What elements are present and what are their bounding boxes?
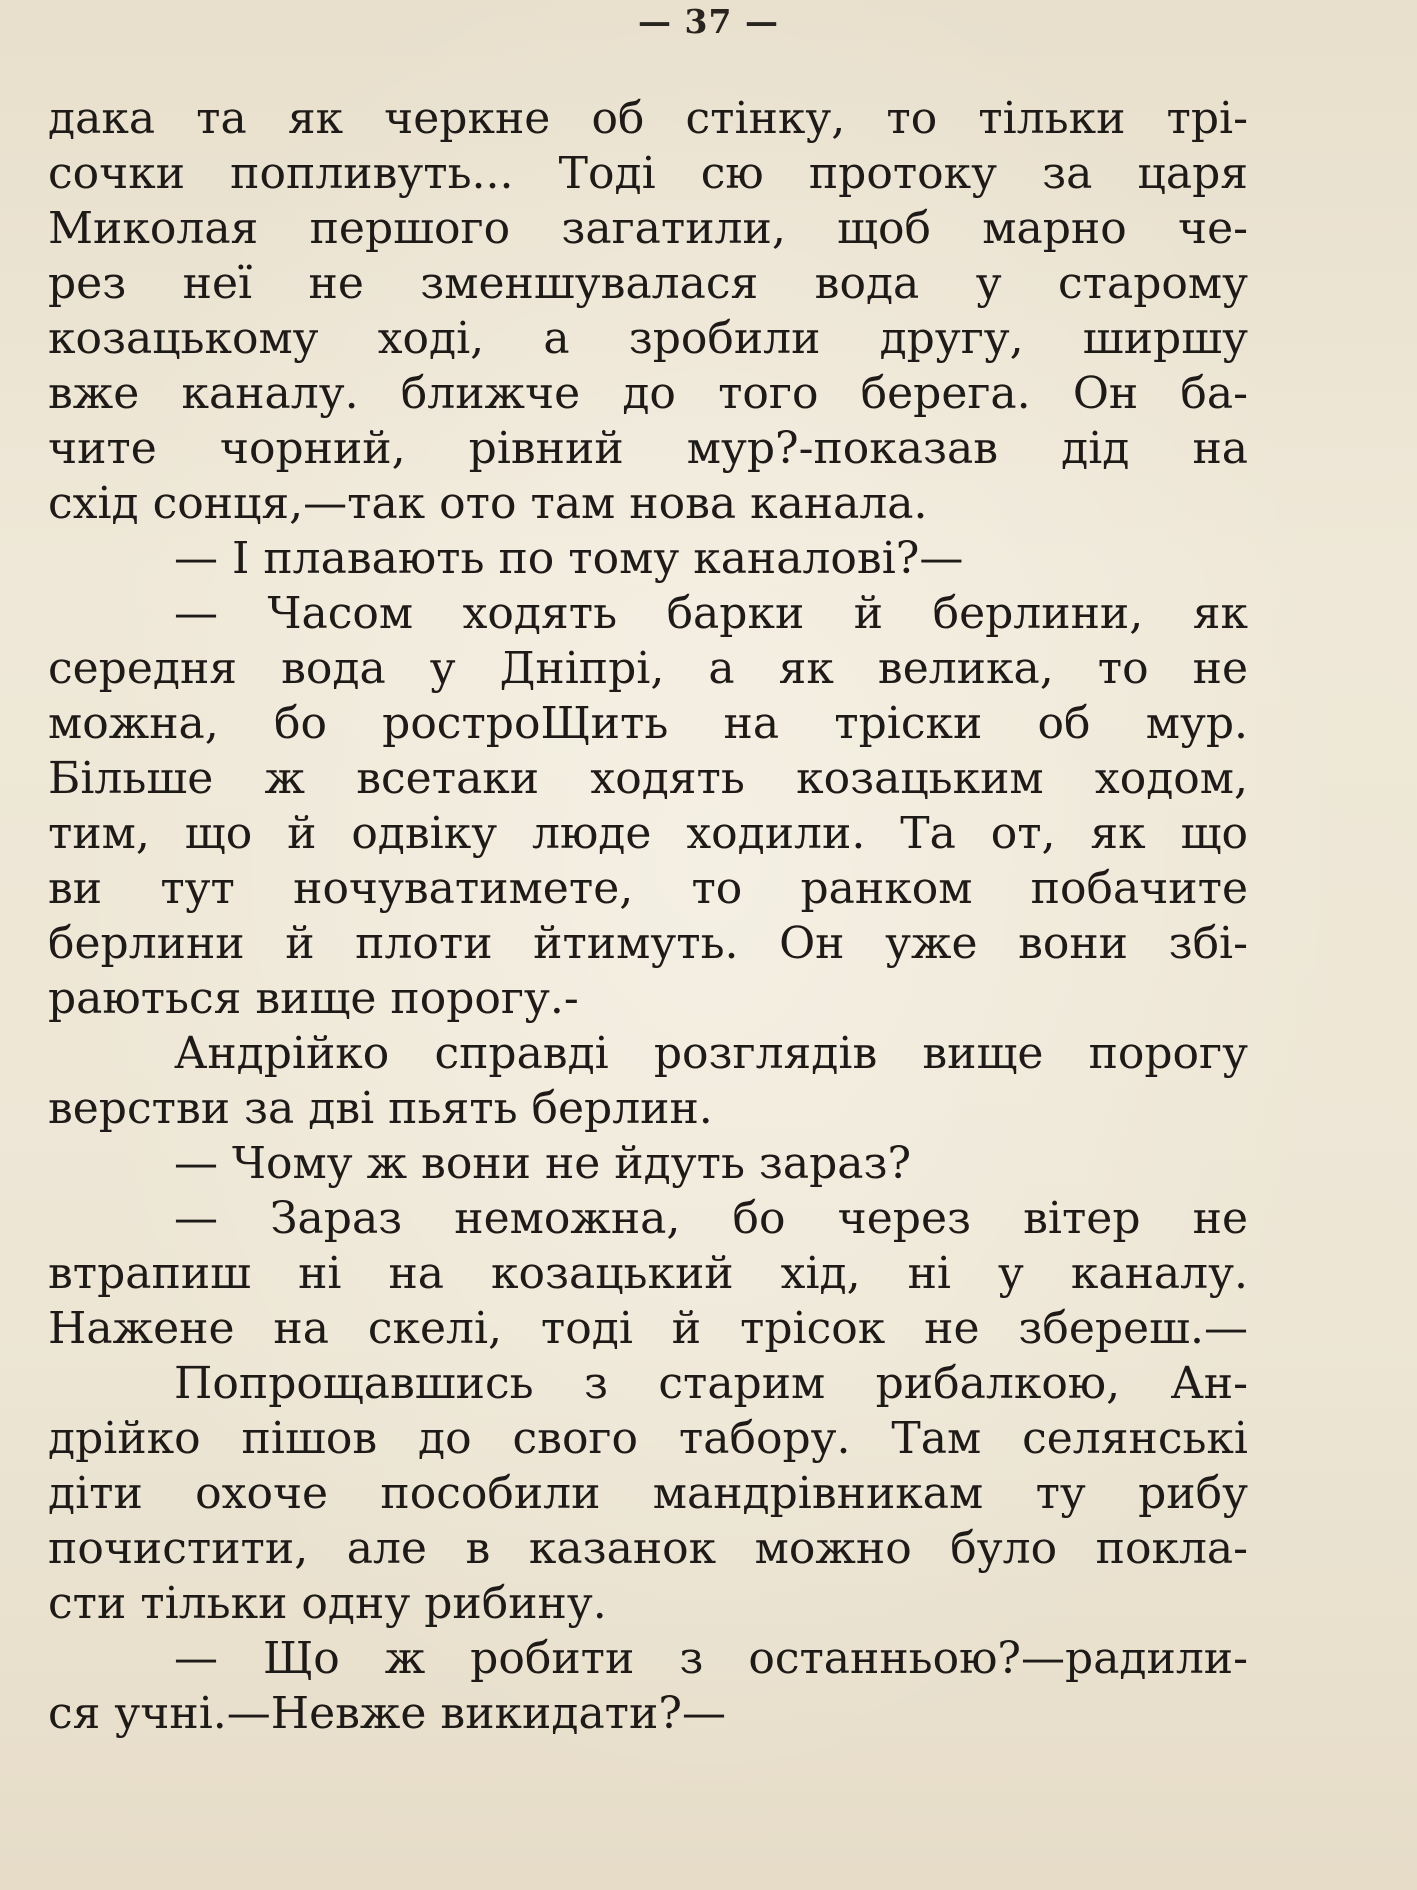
text-line: — Зараз неможна, бо через вітер не: [174, 1193, 1248, 1244]
text-line: Попрощавшись з старим рибалкою, Ан-: [174, 1358, 1248, 1409]
text-line: схід сонця,—так ото там нова канала.: [48, 478, 928, 529]
text-line: Більше ж всетаки ходять козацьким ходом,: [48, 753, 1248, 804]
text-line: Андрійко справді розглядів вище порогу: [174, 1028, 1248, 1079]
text-line: Нажене на скелі, тоді й трісок не збереш.—: [48, 1303, 1248, 1354]
page-number: — 37 —: [638, 2, 779, 41]
text-line: ви тут ночуватимете, то ранком побачите: [48, 863, 1248, 914]
text-line: — І плавають по тому каналові?—: [174, 533, 964, 584]
body-text: [48, 91, 1248, 1741]
text-line: діти охоче пособили мандрівникам ту рибу: [48, 1468, 1248, 1519]
text-line: Миколая першого загатили, щоб марно че-: [48, 203, 1248, 254]
text-line: можна, бо ростроЩить на тріски об мур.: [48, 698, 1248, 749]
text-line: сти тільки одну рибину.: [48, 1578, 607, 1629]
text-line: чите чорний, рівний мур?-показав дід на: [48, 423, 1248, 474]
text-line: почистити, але в казанок можно було покла-: [48, 1523, 1248, 1574]
text-line: — Що ж робити з останньою?—радили-: [174, 1633, 1248, 1684]
text-line: вже каналу. ближче до того берега. Он ба-: [48, 368, 1248, 419]
text-line: тим, що й одвіку люде ходили. Та от, як що: [48, 808, 1248, 859]
text-line: козацькому ході, а зробили другу, ширшу: [48, 313, 1248, 364]
text-line: — Чому ж вони не йдуть зараз?: [174, 1138, 912, 1189]
text-line: берлини й плоти йтимуть. Он уже вони збі-: [48, 918, 1248, 969]
text-line: дака та як черкне об стінку, то тільки трі-: [48, 93, 1248, 144]
text-line: раються вище порогу.-: [48, 973, 579, 1024]
text-line: сочки попливуть... Тоді сю протоку за царя: [48, 148, 1248, 199]
text-line: дрійко пішов до свого табору. Там селянські: [48, 1413, 1248, 1464]
text-line: верстви за дві пьять берлин.: [48, 1083, 713, 1134]
text-line: ся учні.—Невже викидати?—: [48, 1688, 726, 1739]
text-line: рез неї не зменшувалася вода у старому: [48, 258, 1248, 309]
text-line: середня вода у Дніпрі, а як велика, то не: [48, 643, 1248, 694]
text-line: втрапиш ні на козацький хід, ні у каналу.: [48, 1248, 1248, 1299]
text-line: — Часом ходять барки й берлини, як: [174, 588, 1248, 639]
